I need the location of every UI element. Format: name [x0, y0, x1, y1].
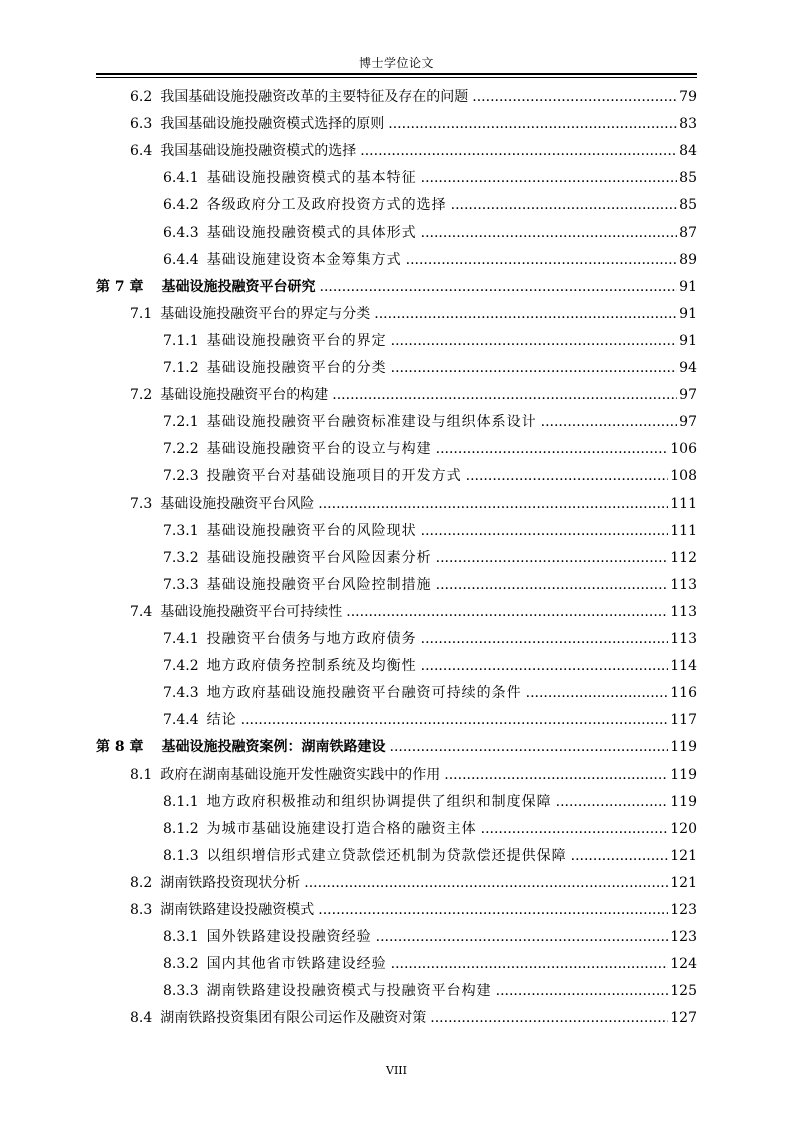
toc-entry[interactable]: [163, 220, 697, 246]
toc-dot-leader: [360, 138, 677, 164]
toc-entry-title: 投融资平台对基础设施项目的开发方式: [206, 468, 462, 485]
toc-entry-page: 89: [679, 251, 697, 268]
toc-entry-number: 7.1.1: [163, 332, 199, 349]
toc-entry[interactable]: [130, 897, 697, 923]
toc-entry-title: 基础设施投融资平台风险: [160, 495, 315, 512]
toc-entry-title: 我国基础设施投融资模式选择的原则: [160, 116, 385, 133]
toc-entry-page: 119: [670, 739, 697, 756]
toc-entry[interactable]: [163, 707, 697, 733]
toc-dot-leader: [391, 355, 678, 381]
toc-entry[interactable]: [130, 599, 697, 625]
toc-entry-number: 8.4: [130, 1010, 153, 1027]
toc-entry-title: 基础设施投融资平台的风险现状: [206, 522, 417, 539]
toc-entry-number: 7.2.2: [163, 441, 199, 458]
toc-dot-leader: [451, 192, 678, 218]
toc-entry[interactable]: [130, 491, 697, 517]
toc-dot-leader: [421, 165, 678, 191]
toc-entry[interactable]: [163, 951, 697, 977]
toc-dot-leader: [318, 491, 668, 517]
toc-entry-title: 基础设施投融资平台的设立与构建: [206, 441, 432, 458]
toc-entry[interactable]: [163, 192, 697, 218]
toc-entry-title: 湖南铁路投资集团有限公司运作及融资对策: [160, 1010, 427, 1027]
toc-entry-number: 7.2.3: [163, 468, 199, 485]
toc-entry-number: 8.1.1: [163, 793, 199, 810]
toc-entry-number: 6.4.4: [163, 251, 199, 268]
toc-dot-leader: [556, 789, 669, 815]
toc-entry-title: 基础设施建设资本金筹集方式: [206, 251, 402, 268]
toc-entry-page: 113: [670, 576, 697, 593]
toc-entry[interactable]: [163, 680, 697, 706]
toc-entry-number: 6.2: [130, 89, 153, 105]
toc-dot-leader: [376, 924, 669, 950]
toc-entry-page: 113: [670, 603, 697, 620]
toc-dot-leader: [541, 409, 678, 435]
toc-entry-page: 127: [670, 1010, 697, 1027]
toc-entry-title: 政府在湖南基础设施开发性融资实践中的作用: [160, 766, 441, 783]
toc-entry-title: 基础设施投融资平台的构建: [160, 387, 329, 404]
toc-entry-number: 6.4.1: [163, 170, 199, 187]
toc-dot-leader: [391, 328, 678, 354]
toc-entry[interactable]: [163, 247, 697, 273]
toc-dot-leader: [571, 843, 669, 869]
toc-entry[interactable]: [163, 924, 697, 950]
toc-entry-title: 湖南铁路建设投融资模式: [160, 902, 315, 918]
toc-entry-title: 基础设施投融资平台的界定: [206, 332, 387, 349]
toc-dot-leader: [436, 545, 669, 571]
header-rule-thick: [96, 73, 697, 75]
toc-dot-leader: [481, 816, 669, 842]
toc-entry-number: 6.3: [130, 116, 153, 133]
toc-entry-title: 以组织增信形式建立贷款偿还机制为贷款偿还提供保障: [206, 847, 567, 864]
toc-entry-page: 91: [679, 278, 697, 295]
toc-dot-leader: [472, 84, 677, 110]
toc-entry-number: 6.4.3: [163, 224, 199, 241]
toc-entry-page: 106: [670, 441, 697, 458]
toc-entry-page: 124: [670, 956, 697, 973]
toc-entry-page: 79: [679, 89, 697, 105]
toc-entry-title: 国内其他省市铁路建设经验: [206, 956, 387, 973]
toc-entry-number: 7.4.2: [163, 658, 199, 675]
toc-entry-number: 6.4.2: [163, 197, 199, 214]
toc-entry-title: 湖南铁路投资现状分析: [160, 874, 301, 891]
toc-entry-title: 基础设施投融资平台研究: [161, 278, 316, 295]
toc-entry-number: 7.3.1: [163, 522, 199, 539]
toc-dot-leader: [421, 626, 669, 652]
toc-dot-leader: [388, 111, 677, 137]
toc-entry-number: 8.2: [130, 874, 153, 891]
toc-entry-title: 为城市基础设施建设打造合格的融资主体: [206, 820, 477, 837]
toc-entry[interactable]: [163, 436, 697, 462]
toc-entry-page: 111: [670, 495, 697, 512]
toc-entry-title: 投融资平台债务与地方政府债务: [206, 631, 417, 647]
toc-entry-title: 地方政府债务控制系统及均衡性: [206, 658, 417, 675]
toc-entry[interactable]: [163, 978, 697, 1004]
toc-entry[interactable]: [96, 274, 697, 300]
toc-entry-page: 97: [679, 387, 697, 404]
toc-entry-page: 108: [670, 468, 697, 485]
toc-entry[interactable]: [163, 789, 697, 815]
running-header: 博士学位论文: [358, 56, 434, 70]
header-rule-thin: [96, 77, 697, 78]
toc-dot-leader: [346, 599, 668, 625]
toc-entry-title: 基础设施投融资平台风险因素分析: [206, 549, 432, 566]
toc-entry[interactable]: [130, 301, 697, 327]
toc-dot-leader: [496, 978, 669, 1004]
toc-entry-title: 基础设施投融资平台的分类: [206, 360, 387, 376]
toc-entry-number: 第 7 章: [96, 278, 144, 295]
toc-entry-number: 7.3.2: [163, 549, 199, 566]
toc-dot-leader: [241, 707, 669, 733]
toc-entry-page: 112: [670, 549, 697, 566]
toc-entry-number: 7.3: [130, 495, 153, 512]
toc-entry[interactable]: [130, 84, 697, 110]
toc-entry-page: 85: [679, 170, 697, 187]
toc-entry-title: 地方政府积极推动和组织协调提供了组织和制度保障: [206, 793, 552, 810]
toc-entry-number: 7.4.4: [163, 712, 199, 729]
toc-entry-number: 8.3.2: [163, 956, 199, 973]
toc-entry-page: 97: [679, 414, 697, 431]
toc-dot-leader: [436, 436, 669, 462]
toc-entry-title: 基础设施投融资平台的界定与分类: [160, 305, 371, 322]
toc-entry-number: 7.4.3: [163, 685, 199, 702]
toc-dot-leader: [444, 762, 668, 788]
toc-entry-number: 7.3.3: [163, 576, 199, 593]
toc-entry[interactable]: [163, 843, 697, 869]
toc-entry[interactable]: [163, 572, 697, 598]
toc-entry-title: 各级政府分工及政府投资方式的选择: [206, 197, 447, 214]
toc-entry-page: 121: [670, 874, 697, 891]
toc-entry-page: 123: [670, 929, 697, 946]
toc-entry[interactable]: [163, 545, 697, 571]
toc-entry-number: 7.4.1: [163, 631, 199, 647]
toc-dot-leader: [320, 274, 678, 300]
toc-entry-number: 6.4: [130, 143, 153, 160]
toc-dot-leader: [390, 734, 669, 760]
toc-entry-page: 119: [670, 793, 697, 810]
toc-entry-number: 8.1: [130, 766, 153, 783]
toc-dot-leader: [430, 1005, 668, 1031]
toc-entry-page: 123: [670, 902, 697, 918]
toc-entry-title: 地方政府基础设施投融资平台融资可持续的条件: [206, 685, 522, 702]
toc-entry[interactable]: [163, 816, 697, 842]
toc-entry-number: 8.3.3: [163, 983, 199, 1000]
toc-entry[interactable]: [130, 111, 697, 137]
toc-dot-leader: [466, 463, 669, 489]
toc-entry-page: 116: [670, 685, 697, 702]
toc-entry-number: 7.4: [130, 603, 153, 620]
toc-entry-title: 我国基础设施投融资改革的主要特征及存在的问题: [160, 89, 469, 105]
toc-entry-title: 基础设施投融资案例：湖南铁路建设: [161, 739, 386, 756]
toc-entry-title: 基础设施投融资模式的基本特征: [206, 170, 417, 187]
toc-entry-page: 83: [679, 116, 697, 133]
toc-entry-page: 113: [670, 631, 697, 647]
toc-dot-leader: [406, 247, 678, 273]
toc-entry[interactable]: [163, 626, 697, 652]
toc-entry-number: 8.3: [130, 902, 153, 918]
toc-dot-leader: [436, 572, 669, 598]
toc-entry-number: 第 8 章: [96, 739, 144, 756]
toc-dot-leader: [526, 680, 669, 706]
toc-entry[interactable]: [163, 355, 697, 381]
toc-dot-leader: [304, 870, 668, 896]
toc-entry-number: 8.1.2: [163, 820, 199, 837]
toc-entry[interactable]: [130, 762, 697, 788]
toc-entry-number: 7.1.2: [163, 360, 199, 376]
toc-entry[interactable]: [163, 653, 697, 679]
toc-entry-page: 125: [670, 983, 697, 1000]
toc-entry-title: 基础设施投融资平台可持续性: [160, 603, 343, 620]
toc-entry-page: 119: [670, 766, 697, 783]
toc-entry-number: 7.2.1: [163, 414, 199, 431]
toc-entry-page: 121: [670, 847, 697, 864]
toc-dot-leader: [318, 897, 668, 923]
toc-entry[interactable]: [130, 382, 697, 408]
toc-entry[interactable]: [163, 518, 697, 544]
toc-entry-page: 94: [679, 360, 697, 376]
toc-entry[interactable]: [163, 165, 697, 191]
toc-dot-leader: [421, 653, 669, 679]
toc-entry-page: 91: [679, 305, 697, 322]
toc-entry-page: 117: [670, 712, 697, 729]
toc-entry[interactable]: [96, 734, 697, 760]
toc-entry-number: 8.1.3: [163, 847, 199, 864]
toc-dot-leader: [421, 220, 678, 246]
toc-entry-number: 7.1: [130, 305, 153, 322]
toc-entry-title: 结论: [206, 712, 237, 729]
toc-entry[interactable]: [130, 1005, 697, 1031]
toc-entry[interactable]: [130, 138, 697, 164]
toc-entry-title: 基础设施投融资平台融资标准建设与组织体系设计: [206, 414, 537, 431]
toc-entry-title: 湖南铁路建设投融资模式与投融资平台构建: [206, 983, 492, 1000]
toc-entry[interactable]: [163, 328, 697, 354]
toc-entry-title: 基础设施投融资平台风险控制措施: [206, 576, 432, 593]
toc-entry[interactable]: [163, 463, 697, 489]
toc-entry-page: 120: [670, 820, 697, 837]
toc-entry-title: 基础设施投融资模式的具体形式: [206, 224, 417, 241]
toc-entry-title: 国外铁路建设投融资经验: [206, 929, 372, 946]
page-number: VIII: [386, 1064, 407, 1077]
toc-entry-page: 111: [670, 522, 697, 539]
toc-entry-page: 84: [679, 143, 697, 160]
toc-entry-number: 7.2: [130, 387, 153, 404]
toc-entry-title: 我国基础设施投融资模式的选择: [160, 143, 357, 160]
toc-entry-page: 87: [679, 224, 697, 241]
toc-dot-leader: [332, 382, 677, 408]
toc-entry-page: 91: [679, 332, 697, 349]
toc-entry-page: 114: [670, 658, 697, 675]
toc-dot-leader: [391, 951, 669, 977]
toc-entry-number: 8.3.1: [163, 929, 199, 946]
toc-entry[interactable]: [130, 870, 697, 896]
toc-dot-leader: [374, 301, 677, 327]
toc-dot-leader: [421, 518, 669, 544]
toc-entry-page: 85: [679, 197, 697, 214]
toc-entry[interactable]: [163, 409, 697, 435]
